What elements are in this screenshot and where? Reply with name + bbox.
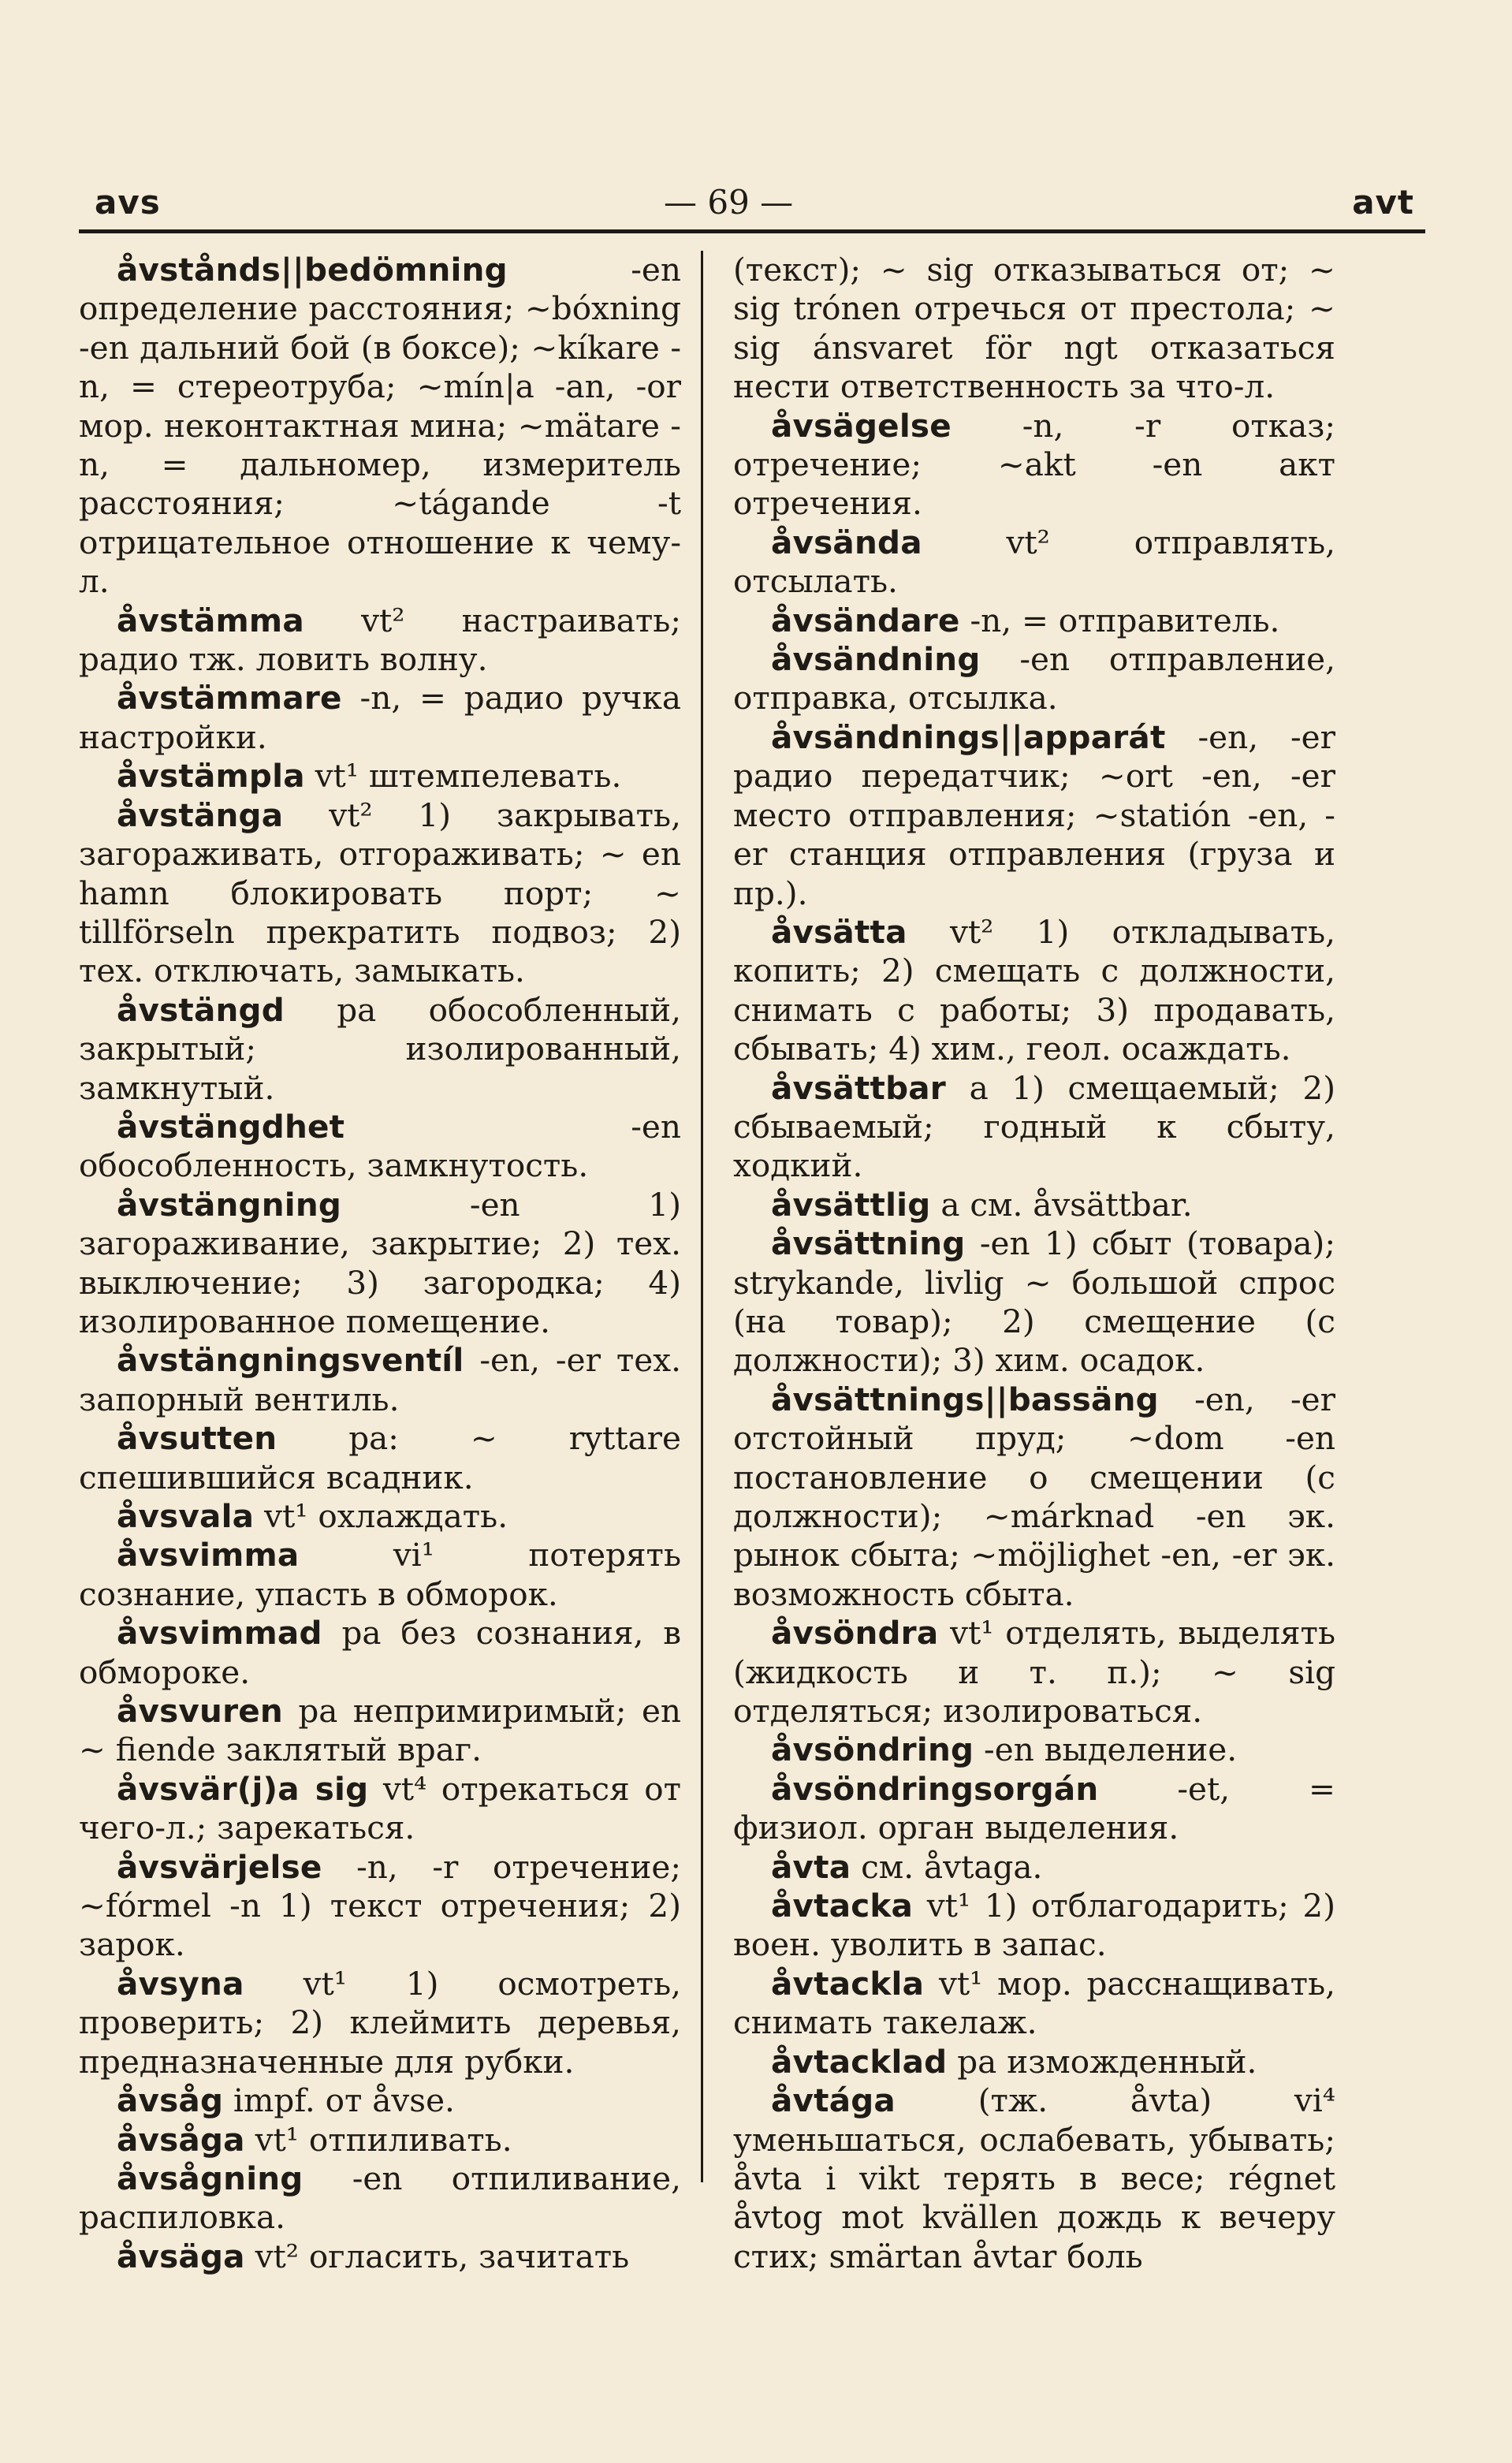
dictionary-entry (79, 1692, 681, 1770)
entry-text: -en 1) сбыт (товара); strykande, livlig ~ большой спрос (на товар); 2) смещение (с должности); 3) хим. осадок. (733, 1224, 1335, 1380)
entry-text: impf. от åvse. (233, 2081, 455, 2120)
entry-text: vi¹ потерять сознание, упасть в обморок. (79, 1536, 682, 1613)
entry-text: vt² огласить, зачитать (255, 2237, 630, 2275)
dictionary-entry (79, 2081, 681, 2120)
entry-headword: åvsågning (117, 2159, 304, 2197)
entry-headword: åvtacklad (771, 2042, 948, 2081)
dictionary-entry (733, 407, 1335, 524)
dictionary-entry (79, 757, 681, 796)
dictionary-entry (79, 251, 681, 602)
entry-headword: åvsändning (771, 640, 981, 679)
dictionary-entry (79, 1965, 681, 2081)
entry-text: pa изможденный. (957, 2042, 1257, 2081)
dictionary-entry (733, 1731, 1335, 1769)
entry-text: -en, -er радио передатчик; ~ort -en, -er место отправления; ~statión -en, -er станция отправления (груза и пр.). (733, 717, 1335, 912)
entry-text: -n, = отправитель. (970, 601, 1280, 639)
entry-text: vt¹ мор. расснащивать, снимать такелаж. (733, 1964, 1335, 2042)
dictionary-entry (733, 1224, 1335, 1381)
entry-text: vt¹ штемпелевать. (315, 757, 622, 796)
entry-headword: åvsändnings||apparát (771, 717, 1166, 756)
dictionary-entry (733, 602, 1335, 640)
entry-headword: åvsättbar (771, 1068, 946, 1107)
header-rule (79, 229, 1425, 233)
entry-text: -en выделение. (984, 1731, 1238, 1769)
entry-headword: åvtackla (771, 1964, 925, 2003)
entry-headword: åvsöndra (771, 1614, 939, 1653)
dictionary-entry (733, 913, 1335, 1069)
entry-headword: åvtága (771, 2081, 896, 2120)
entry-text: -en, -er отстойный пруд; ~dom -en постановление о смещении (с должности); ~márknad -en эк. рынок сбыта; ~möjlighet -en, -er эк. возможность сбыта. (733, 1380, 1335, 1613)
dictionary-entry (79, 1497, 681, 1536)
dictionary-entry (79, 1419, 681, 1497)
entry-headword: åvsyna (117, 1964, 244, 2003)
dictionary-entry (79, 679, 681, 757)
entry-headword: åvsättlig (771, 1185, 931, 1224)
entry-headword: åvsändare (771, 601, 960, 639)
entry-headword: åvsåga (117, 2120, 245, 2159)
entry-text: pa: ~ ryttare спешившийся всадник. (79, 1419, 682, 1496)
dictionary-entry (79, 1536, 681, 1614)
entry-text: pa непримиримый; en ~ fiende заклятый враг. (79, 1692, 681, 1769)
entry-text: -en отпиливание, распиловка. (79, 2159, 681, 2237)
entry-text: vt² настраивать; радио тж. ловить волну. (79, 601, 681, 679)
dictionary-entry (733, 2043, 1335, 2081)
entry-text: vt¹ отпиливать. (255, 2120, 512, 2159)
running-head-left: avs (95, 183, 161, 222)
entry-headword: åvsända (771, 523, 922, 561)
entry-text: см. åvtaga. (861, 1847, 1043, 1886)
entry-text: vt² 1) закрывать, загораживать, отгораживать; ~ en hamn блокировать порт; ~ tillförseln прекратить подвоз; 2) тех. отключать, замыкать. (79, 796, 681, 990)
dictionary-entry (79, 1614, 681, 1692)
dictionary-entry (79, 1770, 681, 1848)
entry-text: -n, -r отказ; отречение; ~akt -en акт отречения. (733, 406, 1335, 523)
entry-headword: åvsvärjelse (117, 1847, 322, 1886)
entry-text: -en, -er тех. запорный вентиль. (79, 1341, 681, 1418)
entry-text: -n, = радио ручка настройки. (79, 679, 682, 756)
entry-text: vt¹ охлаждать. (264, 1497, 508, 1535)
entry-headword: åvsvala (117, 1497, 255, 1535)
entry-text: vt¹ 1) отблагодарить; 2) воен. уволить в запас. (733, 1887, 1335, 1964)
entry-headword: åvstängdhet (117, 1107, 345, 1146)
entry-headword: åvtacka (771, 1887, 914, 1925)
entry-text: -et, = физиол. орган выделения. (733, 1769, 1335, 1847)
dictionary-entry (733, 1614, 1335, 1731)
dictionary-entry (733, 718, 1335, 913)
left-column (79, 251, 681, 2305)
entry-headword: åvstängd (117, 990, 285, 1029)
dictionary-entry (79, 2238, 681, 2276)
entry-headword: åvstämmare (117, 679, 342, 717)
dictionary-entry (733, 1770, 1335, 1848)
dictionary-entry (733, 1069, 1335, 1186)
dictionary-entry (733, 1887, 1335, 1965)
entry-headword: åvta (771, 1847, 851, 1886)
entry-headword: åvstängningsventíl (117, 1341, 464, 1380)
dictionary-entry (79, 1848, 681, 1965)
right-column (733, 251, 1335, 2305)
entry-text: -n, -r отречение; ~fórmel -n 1) текст отречения; 2) зарок. (79, 1847, 681, 1964)
entry-headword: åvsvimmad (117, 1614, 322, 1653)
entry-headword: åvsvuren (117, 1692, 283, 1731)
page-number: — 69 — (664, 183, 794, 222)
entry-headword: åvsägelse (771, 406, 952, 445)
entry-headword: åvstånds||bedömning (117, 251, 508, 289)
dictionary-entry (733, 1381, 1335, 1614)
entry-headword: åvsäga (117, 2237, 245, 2275)
dictionary-entry (733, 1965, 1335, 2043)
dictionary-entry (733, 524, 1335, 602)
entry-text: pa обособленный, закрытый; изолированный, замкнутый. (79, 990, 681, 1107)
entry-text: pa без сознания, в обмороке. (79, 1614, 682, 1691)
dictionary-entry (733, 1848, 1335, 1887)
entry-text: -en обособленность, замкнутость. (79, 1107, 681, 1185)
entry-headword: åvsåg (117, 2081, 224, 2120)
entry-headword: åvsöndring (771, 1731, 974, 1769)
entry-headword: åvstängning (117, 1185, 342, 1224)
dictionary-entry (79, 796, 681, 991)
entry-text: -en 1) загораживание, закрытие; 2) тех. выключение; 3) загородка; 4) изолированное помещение. (79, 1185, 681, 1340)
entry-text: a 1) смещаемый; 2) сбываемый; годный к сбыту, ходкий. (733, 1068, 1335, 1185)
dictionary-entry-continuation (733, 251, 1335, 407)
entry-headword: åvsätta (771, 912, 907, 951)
entry-text: a см. åvsättbar. (940, 1185, 1193, 1224)
entry-headword: åvsättning (771, 1224, 966, 1263)
entry-headword: åvstänga (117, 796, 284, 834)
entry-text: -en определение расстояния; ~bóxning -en дальний бой (в боксе); ~kíkare -n, = стереотруба; ~mín|a -an, -or мор. неконтактная мина; ~mätare -n, = дальномер, измеритель расстояния; ~tágande -t отрицательное отношение к чему-л. (79, 251, 681, 601)
dictionary-entry (79, 602, 681, 680)
entry-headword: åvstämma (117, 601, 304, 639)
entry-text: vt¹ отделять, выделять (жидкость и т. п.); ~ sig отделяться; изолироваться. (733, 1614, 1335, 1731)
column-divider (701, 251, 703, 2182)
entry-headword: åvsvimma (117, 1536, 300, 1574)
entry-text: vt² 1) откладывать, копить; 2) смещать с должности, снимать с работы; 3) продавать, сбывать; 4) хим., геол. осаждать. (733, 912, 1335, 1068)
entry-headword: åvstämpla (117, 757, 305, 796)
entry-text: vt² отправлять, отсылать. (733, 523, 1335, 601)
dictionary-entry (79, 2121, 681, 2159)
dictionary-entry (79, 991, 681, 1108)
dictionary-entry (79, 1186, 681, 1342)
entry-headword: åvsöndringsorgán (771, 1769, 1099, 1808)
dictionary-entry (79, 2159, 681, 2238)
entry-headword: åvsvär(j)a sig (117, 1769, 369, 1808)
dictionary-entry (79, 1108, 681, 1186)
entry-text: (тж. åvta) vi⁴ уменьшаться, ослабевать, убывать; åvta i vikt терять в весе; régnet åvtog mot kvällen дождь к вечеру стих; smärtan åvtar боль (733, 2081, 1335, 2275)
entry-headword: åvsutten (117, 1419, 277, 1458)
dictionary-entry (733, 1186, 1335, 1224)
entry-text: vt¹ 1) осмотреть, проверить; 2) клеймить деревья, предназначенные для рубки. (79, 1964, 681, 2081)
entry-text: (текст); ~ sig отказываться от; ~ sig trónen отречься от престола; ~ sig ánsvaret för ngt отказаться нести ответственность за что-л. (733, 251, 1335, 406)
dictionary-entry (733, 2081, 1335, 2276)
entry-headword: åvsättnings||bassäng (771, 1380, 1159, 1418)
running-head-right: avt (1352, 183, 1414, 222)
dictionary-entry (79, 1341, 681, 1419)
dictionary-entry (733, 640, 1335, 718)
entry-text: -en отправление, отправка, отсылка. (733, 640, 1335, 717)
entry-text: vt⁴ отрекаться от чего-л.; зарекаться. (79, 1769, 681, 1847)
